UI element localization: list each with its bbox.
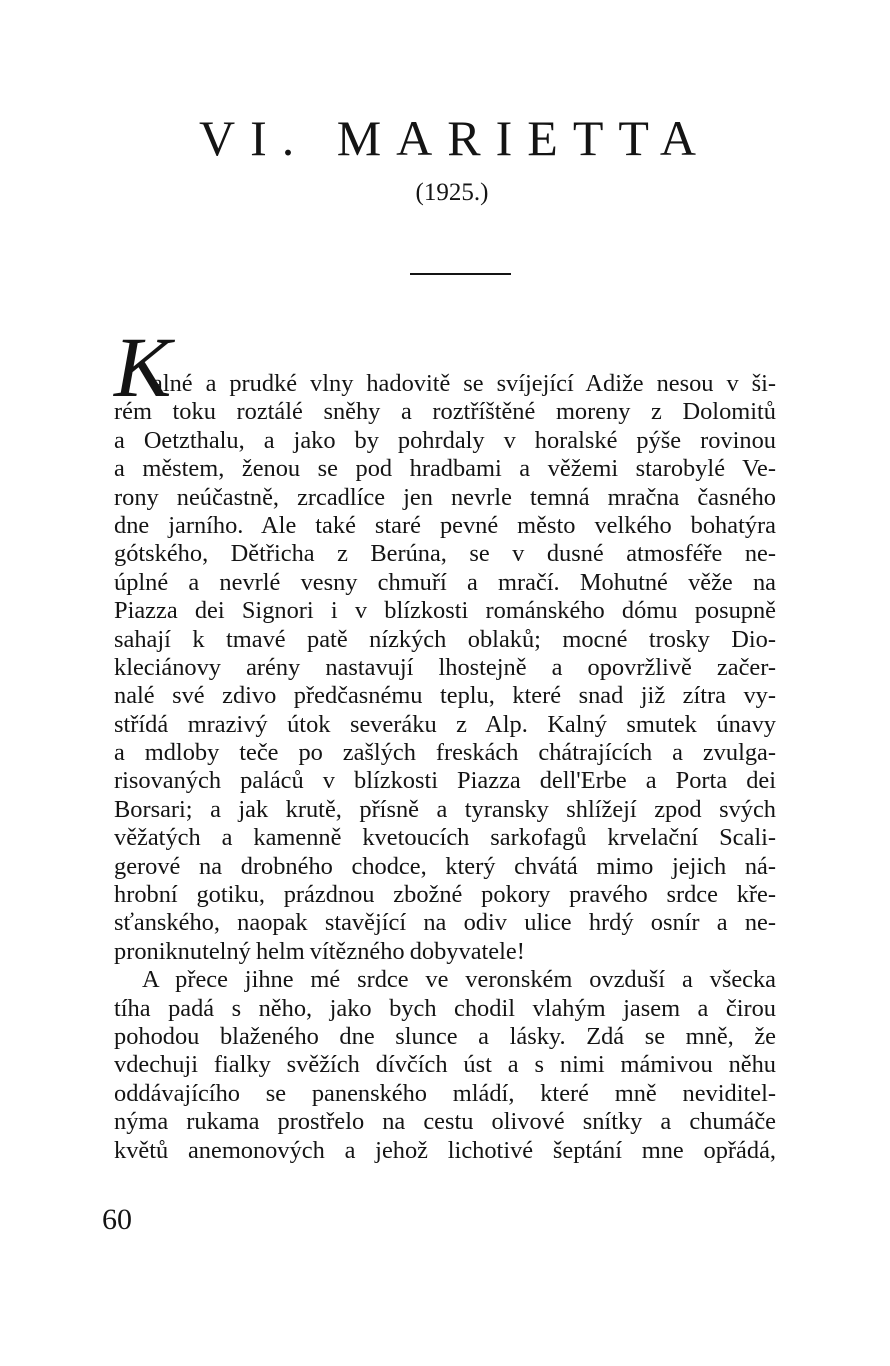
text-line: sahají k tmavé patě nízkých oblaků; mocné trosky Dio- (114, 625, 776, 653)
text-line: hrobní gotiku, prázdnou zbožné pokory pravého srdce kře- (114, 881, 776, 909)
text-line: kleciánovy arény nastavují lhostejně a opovržlivě začer- (114, 653, 776, 681)
text-line: risovaných paláců v blízkosti Piazza dell'Erbe a Porta dei (114, 767, 776, 795)
text-line: a Oetzthalu, a jako by pohrdaly v horalské pýše rovinou (114, 426, 776, 454)
text-line: nalé své zdivo předčasnému teplu, které snad již zítra vy- (114, 682, 776, 710)
drop-cap: K (114, 319, 172, 415)
text-line: rony neúčastně, zrcadlíce jen nevrle temná mračna časného (114, 483, 776, 511)
text-line: sťanského, naopak stavějící na odiv ulice hrdý osnír a ne- (114, 909, 776, 937)
text-line: střídá mrazivý útok severáku z Alp. Kalný smutek únavy (114, 710, 776, 738)
text-line: proniknutelný helm vítězného dobyvatele! (114, 937, 525, 965)
text-line: oddávajícího se panenského mládí, které mně neviditel- (114, 1079, 776, 1107)
text-line: pohodou blaženého dne slunce a lásky. Zdá se mně, že (114, 1022, 776, 1050)
body-text (114, 370, 776, 1165)
text-line: věžatých a kamenně kvetoucích sarkofagů krvelační Scali- (114, 824, 776, 852)
text-line: rém toku roztálé sněhy a roztříštěné moreny z Dolomitů (114, 398, 776, 426)
text-line: a městem, ženou se pod hradbami a věžemi starobylé Ve- (114, 455, 776, 483)
text-line: gerové na drobného chodce, který chvátá mimo jejich ná- (114, 852, 776, 880)
text-line: Borsari; a jak krutě, přísně a tyransky shlížejí zpod svých (114, 795, 776, 823)
page-number: 60 (102, 1203, 132, 1236)
text-line: vdechuji fialky svěžích dívčích úst a s nimi mámivou něhu (114, 1051, 776, 1079)
text-line: úplné a nevrlé vesny chmuří a mračí. Mohutné věže na (114, 568, 776, 596)
chapter-year: (1925.) (415, 179, 489, 206)
text-line: A přece jihne mé srdce ve veronském ovzduší a všecka (142, 966, 776, 994)
section-divider (410, 273, 511, 275)
text-line: nýma rukama prostřelo na cestu olivové snítky a chumáče (114, 1108, 776, 1136)
chapter-title: VI. MARIETTA (198, 110, 712, 166)
text-line: a mdloby teče po zašlých freskách chátrajících a zvulga- (114, 739, 776, 767)
text-line: gótského, Dětřicha z Berúna, se v dusné atmosféře ne- (114, 540, 776, 568)
text-line: Piazza dei Signori i v blízkosti románského dómu posupně (114, 597, 776, 625)
text-line: alné a prudké vlny hadovitě se svíjející Adiže nesou v ši- (152, 370, 776, 397)
text-line: dne jarního. Ale také staré pevné město velkého bohatýra (114, 511, 776, 539)
text-line: květů anemonových a jehož lichotivé šeptání mne opřádá, (114, 1136, 776, 1164)
text-line: tíha padá s něho, jako bych chodil vlahým jasem a čirou (114, 994, 776, 1022)
